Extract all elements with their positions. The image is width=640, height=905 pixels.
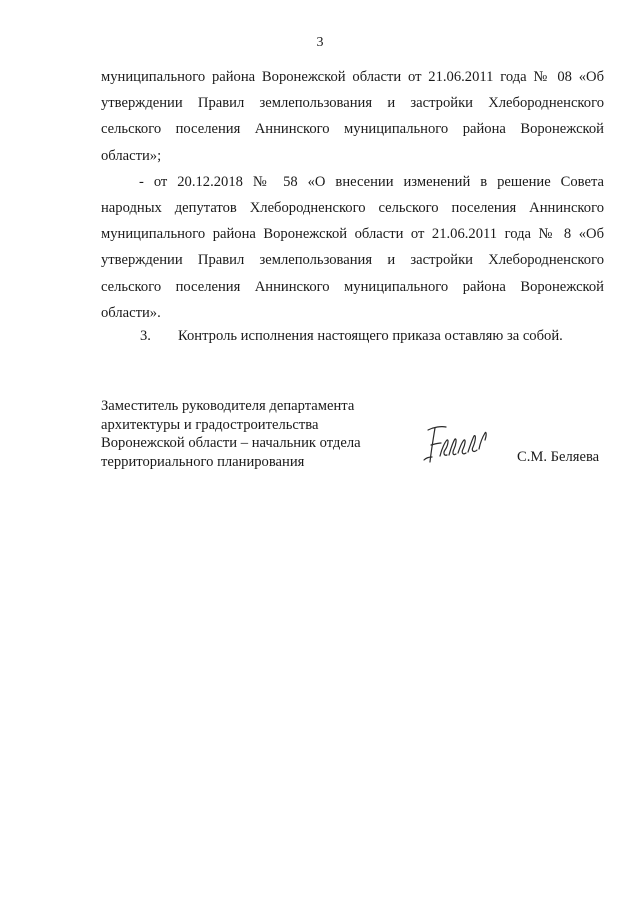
page-number: 3	[316, 35, 324, 50]
text-line: сельского поселения Аннинского муниципального района Воронежской	[101, 278, 604, 295]
text-line: народных депутатов Хлебородненского сельского поселения Аннинского	[101, 199, 604, 216]
text-line: сельского поселения Аннинского муниципального района Воронежской	[101, 121, 604, 138]
position-line: Заместитель руководителя департамента	[101, 398, 355, 414]
text-line: - от 20.12.2018 № 58 «О внесении изменений в решение Совета	[139, 173, 604, 190]
handwritten-signature-icon	[416, 420, 502, 466]
item-text: Контроль исполнения настоящего приказа оставляю за собой.	[178, 328, 563, 344]
text-line: муниципального района Воронежской области от 21.06.2011 года № 08 «Об	[101, 69, 604, 85]
paragraph-list-item	[101, 169, 604, 326]
text-line: области»;	[101, 147, 162, 164]
text-line: муниципального района Воронежской области от 21.06.2011 года № 8 «Об	[101, 226, 604, 243]
position-line: Воронежской области – начальник отдела	[101, 435, 361, 452]
text-line: области».	[101, 304, 161, 321]
document-body	[101, 64, 604, 326]
signer-name: С.М. Беляева	[517, 449, 600, 465]
signatory-position	[101, 397, 361, 471]
position-line: территориального планирования	[101, 453, 305, 470]
text-line: утверждении Правил землепользования и застройки Хлебородненского	[101, 95, 604, 112]
item-number: 3.	[140, 328, 151, 344]
position-line: архитектуры и градостроительства	[101, 416, 319, 433]
paragraph-item-3	[140, 326, 563, 346]
text-line: утверждении Правил землепользования и застройки Хлебородненского	[101, 252, 604, 269]
paragraph-continuation	[101, 64, 604, 169]
